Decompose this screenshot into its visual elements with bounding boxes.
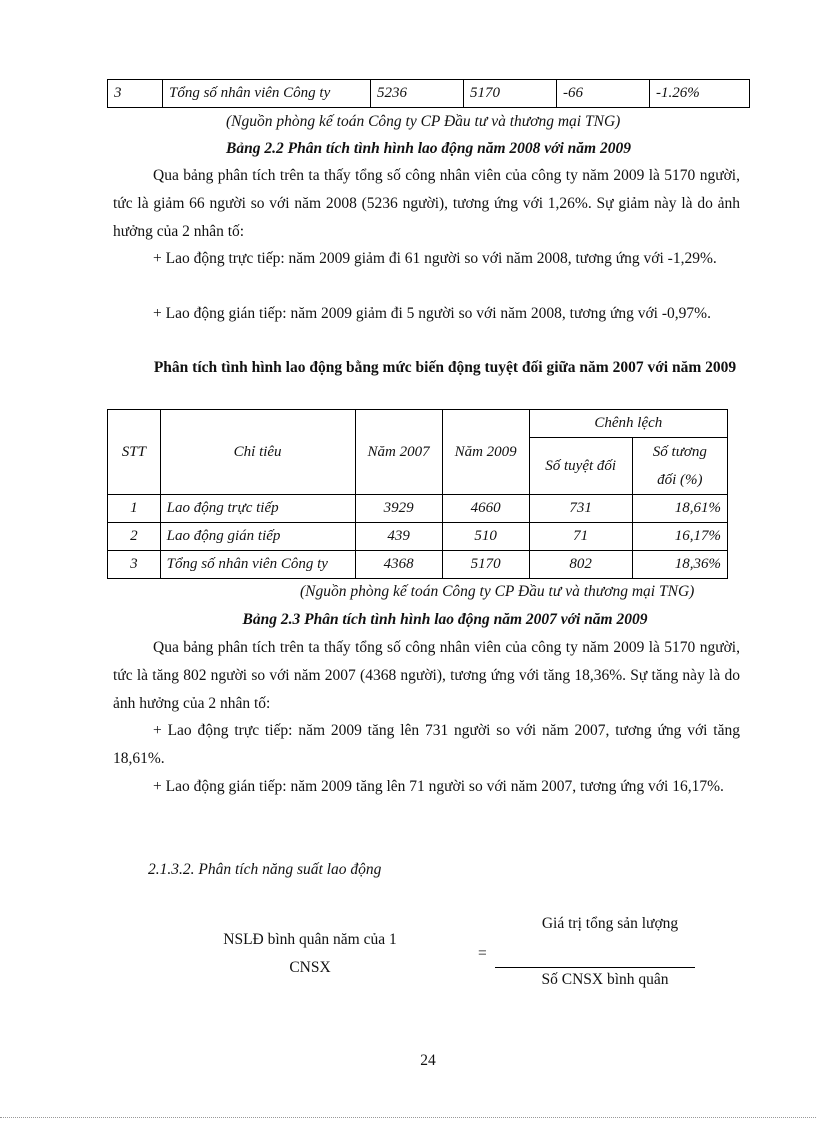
table-caption: Bảng 2.3 Phân tích tình hình lao động năm 2007 với năm 2009 [242, 611, 648, 628]
page-number: 24 [420, 1052, 436, 1069]
table-caption: Bảng 2.2 Phân tích tình hình lao động năm 2008 với năm 2009 [226, 140, 631, 157]
table-cell: 3 [108, 551, 161, 579]
formula-denominator: Số CNSX bình quân [541, 971, 669, 988]
table-row [108, 551, 728, 579]
labor-table [107, 409, 728, 579]
header-so-tuyet-doi: Số tuyệt đối [529, 438, 632, 495]
table-cell: 5170 [442, 551, 529, 579]
paragraph: + Lao động gián tiếp: năm 2009 giảm đi 5 người so với năm 2008, tương ứng với -0,97%. [153, 305, 711, 322]
table-header-row [108, 410, 728, 438]
table-cell: 3929 [355, 495, 442, 523]
header-stt: STT [108, 410, 161, 495]
table-cell: 3 [108, 80, 163, 108]
table-cell: Lao động trực tiếp [160, 495, 355, 523]
header-so-tuong-doi: Số tương đối (%) [632, 438, 727, 495]
header-chi-tieu: Chỉ tiêu [160, 410, 355, 495]
source-note: (Nguồn phòng kế toán Công ty CP Đầu tư và thương mại TNG) [226, 113, 621, 130]
formula-lhs: NSLĐ bình quân năm của 1 CNSX [223, 931, 397, 976]
paragraph: Qua bảng phân tích trên ta thấy tổng số công nhân viên của công ty năm 2009 là 5170 người, tức là tăng 802 người so với năm 2007 (4368 người), tương ứng với tăng 18,36%. Sự tăng này là do ảnh hưởng của 2 nhân tố: [113, 639, 740, 712]
table-cell: 4368 [355, 551, 442, 579]
table-cell: 18,61% [632, 495, 727, 523]
table-cell: Lao động gián tiếp [160, 523, 355, 551]
table-cell: -1.26% [650, 80, 750, 108]
table-cell: 18,36% [632, 551, 727, 579]
page-edge-rule [0, 1117, 816, 1118]
table-cell: 439 [355, 523, 442, 551]
table-cell: 802 [529, 551, 632, 579]
paragraph: + Lao động trực tiếp: năm 2009 giảm đi 61 người so với năm 2008, tương ứng với -1,29%. [153, 250, 717, 267]
table-cell: 71 [529, 523, 632, 551]
table-cell: Tổng số nhân viên Công ty [163, 80, 371, 108]
table-cell: 2 [108, 523, 161, 551]
table-cell: Tổng số nhân viên Công ty [160, 551, 355, 579]
top-table [107, 79, 750, 108]
paragraph: Qua bảng phân tích trên ta thấy tổng số công nhân viên của công ty năm 2009 là 5170 người, tức là giảm 66 người so với năm 2008 (5236 người), tương ứng với 1,26%. Sự giảm này là do ảnh hưởng của 2 nhân tố: [113, 167, 740, 240]
table-cell: 1 [108, 495, 161, 523]
table-row [108, 495, 728, 523]
table-cell: -66 [557, 80, 650, 108]
table-row [108, 523, 728, 551]
source-note: (Nguồn phòng kế toán Công ty CP Đầu tư và thương mại TNG) [300, 583, 695, 600]
paragraph: + Lao động gián tiếp: năm 2009 tăng lên 71 người so với năm 2007, tương ứng với 16,17%. [153, 778, 724, 795]
formula-numerator: Giá trị tổng sản lượng [541, 915, 679, 932]
table-cell: 5170 [464, 80, 557, 108]
section-heading: 2.1.3.2. Phân tích năng suất lao động [148, 861, 382, 878]
table-cell: 4660 [442, 495, 529, 523]
table-title: Phân tích tình hình lao động bằng mức biến động tuyệt đối giữa năm 2007 với năm 2009 [153, 359, 737, 376]
header-chenh-lech: Chênh lệch [529, 410, 727, 438]
table-cell: 510 [442, 523, 529, 551]
table-cell: 731 [529, 495, 632, 523]
table-row [108, 80, 750, 108]
paragraph: + Lao động trực tiếp: năm 2009 tăng lên 731 người so với năm 2007, tương ứng với tăng 18,61%. [113, 722, 740, 767]
header-nam-2009: Năm 2009 [442, 410, 529, 495]
table-cell: 5236 [371, 80, 464, 108]
formula-equals: = [478, 945, 487, 962]
table-cell: 16,17% [632, 523, 727, 551]
header-nam-2007: Năm 2007 [355, 410, 442, 495]
